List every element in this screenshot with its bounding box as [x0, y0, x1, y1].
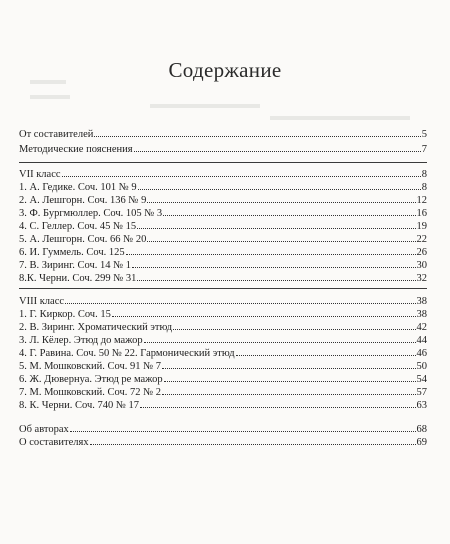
- bleed-through-mark: [150, 104, 260, 108]
- toc-entry-title: О составителях: [19, 437, 89, 448]
- toc-entry-title: Методические пояснения: [19, 144, 133, 155]
- toc-entry-title: 4. Г. Равина. Соч. 50 № 22. Гармонический этюд: [19, 348, 235, 359]
- toc-entry: [19, 307, 427, 320]
- section-divider: [19, 162, 427, 163]
- toc-entry-title: 5. М. Мошковский. Соч. 91 № 7: [19, 361, 161, 372]
- toc-entry-title: 4. С. Геллер. Соч. 45 № 15: [19, 221, 137, 232]
- toc-entry-title: 7. В. Зиринг. Соч. 14 № 1: [19, 260, 132, 271]
- toc-entry-title: 3. Ф. Бургмюллер. Соч. 105 № 3: [19, 208, 163, 219]
- toc-entry: [19, 372, 427, 385]
- toc-entry: [19, 142, 427, 155]
- toc-entry-title: 1. Г. Киркор. Соч. 15: [19, 309, 111, 320]
- toc-entry-title: 8.К. Черни. Соч. 299 № 31: [19, 273, 137, 284]
- leader-dots: [70, 422, 416, 432]
- toc-entry-title: От составителей: [19, 129, 94, 140]
- leader-dots: [162, 385, 416, 395]
- toc-entry-page: 30: [416, 260, 427, 271]
- section-heading: [19, 167, 427, 180]
- leader-dots: [65, 294, 415, 304]
- toc-entry-page: 57: [416, 387, 427, 398]
- toc-entry: [19, 333, 427, 346]
- toc-entry-page: 46: [416, 348, 427, 359]
- toc-entry: [19, 232, 427, 245]
- leader-dots: [147, 193, 415, 203]
- leader-dots: [126, 245, 416, 255]
- toc-entry-page: 8: [421, 169, 427, 180]
- toc-entry: [19, 271, 427, 284]
- toc-entry: [19, 359, 427, 372]
- leader-dots: [134, 142, 421, 152]
- toc-entry-title: 6. И. Гуммель. Соч. 125: [19, 247, 125, 258]
- toc-entry-title: 5. А. Лешгорн. Соч. 66 № 20: [19, 234, 147, 245]
- leader-dots: [132, 258, 415, 268]
- toc-entry-title: VIII класс: [19, 296, 65, 307]
- toc-entry: [19, 422, 427, 435]
- toc-entry: [19, 245, 427, 258]
- toc-entry-page: 26: [416, 247, 427, 258]
- toc-entry-page: 5: [421, 129, 427, 140]
- toc-entry-page: 19: [416, 221, 427, 232]
- toc-entry-page: 38: [416, 309, 427, 320]
- toc-entry-title: 6. Ж. Дювернуа. Этюд ре мажор: [19, 374, 163, 385]
- toc-entry: [19, 219, 427, 232]
- toc-entry: [19, 385, 427, 398]
- section-divider: [19, 288, 427, 289]
- leader-dots: [173, 320, 415, 330]
- toc-entry-page: 7: [421, 144, 427, 155]
- toc-entry: [19, 398, 427, 411]
- leader-dots: [62, 167, 421, 177]
- toc-entry-title: 8. К. Черни. Соч. 740 № 17: [19, 400, 140, 411]
- toc-entry-page: 38: [416, 296, 427, 307]
- bleed-through-mark: [30, 95, 70, 99]
- leader-dots: [144, 333, 416, 343]
- toc-entry: [19, 346, 427, 359]
- toc-entry-title: 3. Л. Кёлер. Этюд до мажор: [19, 335, 143, 346]
- toc-entry-page: 8: [421, 182, 427, 193]
- toc-entry: [19, 127, 427, 140]
- leader-dots: [163, 206, 415, 216]
- toc-entry-page: 22: [416, 234, 427, 245]
- toc-entry-title: VII класс: [19, 169, 61, 180]
- toc-entry: [19, 258, 427, 271]
- toc-entry: [19, 193, 427, 206]
- toc-entry-title: 2. А. Лешгорн. Соч. 136 № 9: [19, 195, 147, 206]
- leader-dots: [138, 180, 421, 190]
- leader-dots: [147, 232, 415, 242]
- toc-entry-page: 16: [416, 208, 427, 219]
- leader-dots: [164, 372, 416, 382]
- toc-entry-page: 42: [416, 322, 427, 333]
- toc-entry-page: 69: [416, 437, 427, 448]
- toc-entry-title: 1. А. Гедике. Соч. 101 № 9: [19, 182, 137, 193]
- toc-entry-page: 32: [416, 273, 427, 284]
- toc-entry-page: 12: [416, 195, 427, 206]
- leader-dots: [162, 359, 416, 369]
- bleed-through-mark: [270, 116, 410, 120]
- leader-dots: [112, 307, 416, 317]
- toc-entry: [19, 435, 427, 448]
- toc-entry: [19, 320, 427, 333]
- leader-dots: [137, 271, 415, 281]
- toc-entry-title: 7. М. Мошковский. Соч. 72 № 2: [19, 387, 161, 398]
- toc-entry: [19, 206, 427, 219]
- leader-dots: [94, 127, 420, 137]
- toc-entry-page: 68: [416, 424, 427, 435]
- leader-dots: [140, 398, 415, 408]
- leader-dots: [90, 435, 416, 445]
- toc-entry-page: 54: [416, 374, 427, 385]
- toc-entry-page: 50: [416, 361, 427, 372]
- toc-entry-title: 2. В. Зиринг. Хроматический этюд: [19, 322, 173, 333]
- toc-entry-title: Об авторах: [19, 424, 69, 435]
- page-title: Содержание: [168, 58, 282, 82]
- leader-dots: [137, 219, 415, 229]
- section-heading: [19, 294, 427, 307]
- toc-entry-page: 63: [416, 400, 427, 411]
- toc-entry: [19, 180, 427, 193]
- leader-dots: [236, 346, 416, 356]
- toc-entry-page: 44: [416, 335, 427, 346]
